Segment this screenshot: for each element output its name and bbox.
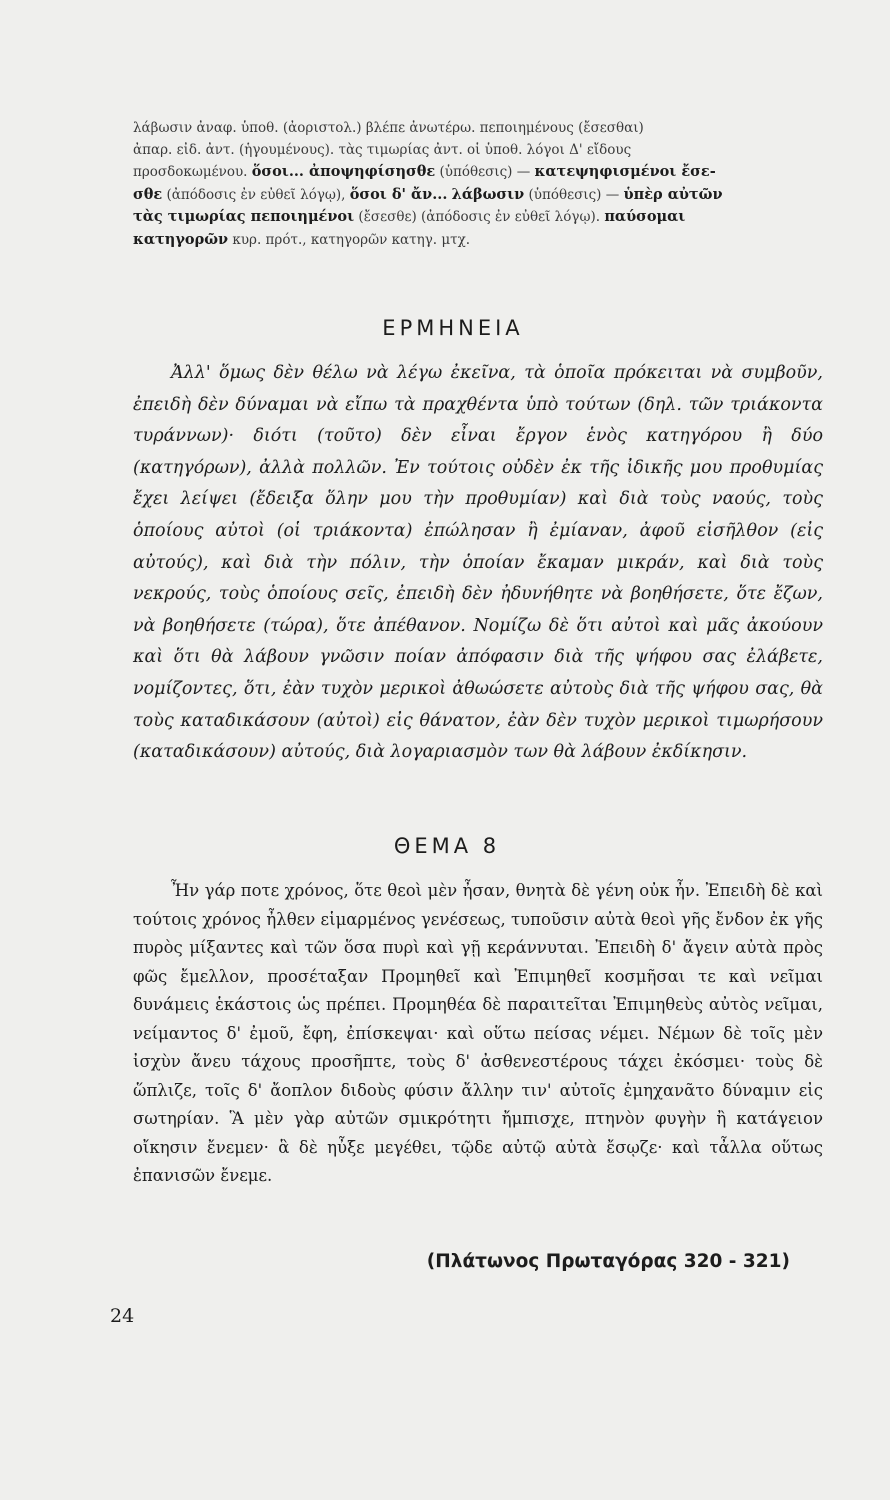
note-text: (ἀπόδοσις ἐν εὐθεῖ λόγῳ),	[166, 186, 346, 203]
note-term: λάβωσιν	[451, 185, 525, 203]
note-term: παύσομαι	[604, 208, 686, 225]
notes-line	[133, 229, 833, 252]
note-text: (ἔσεσθε) (ἀπόδοσις ἐν εὐθεῖ λόγῳ).	[358, 209, 601, 225]
source-citation: (Πλάτωνος Πρωταγόρας 320 - 321)	[426, 1251, 790, 1272]
note-term: σθε	[133, 185, 163, 203]
note-term: κατηγορῶν	[133, 230, 229, 248]
note-term: τὰς τιμωρίας πεποιημένοι	[133, 208, 355, 225]
section-heading-interpretation: ΕΡΜΗΝΕΙΑ	[382, 316, 524, 340]
note-term: κατεψηφισμένοι ἔσε-	[534, 163, 716, 180]
notes-line	[133, 140, 833, 162]
passage-paragraph: Ἦν γάρ ποτε χρόνος, ὅτε θεοὶ μὲν ἦσαν, θνητὰ δὲ γένη οὐκ ἦν. Ἐπειδὴ δὲ καὶ τούτοις χρόνος ἦλθεν εἱμαρμένος γενέσεως, τυποῦσιν αὐτὰ θεοὶ γῆς ἔνδον ἐκ γῆς πυρὸς μίξαντες καὶ τῶν ὅσα πυρὶ καὶ γῇ κεράννυται. Ἐπειδὴ δ' ἄγειν αὐτὰ πρὸς φῶς ἔμελλον, προσέταξαν Προμηθεῖ καὶ Ἐπιμηθεῖ κοσμῆσαι τε καὶ νεῖμαι δυνάμεις ἑκάστοις ὡς πρέπει. Προμηθέα δὲ παραιτεῖται Ἐπιμηθεὺς αὐτὸς νεῖμαι, νείμαντος δ' ἐμοῦ, ἔφη, ἐπίσκεψαι· καὶ οὕτω πείσας νέμει. Νέμων δὲ τοῖς μὲν ἰσχὺν ἄνευ τάχους προσῆπτε, τοὺς δ' ἀσθενεστέρους τάχει ἐκόσμει· τοὺς δὲ ὥπλιζε, τοῖς δ' ἄοπλον διδοὺς φύσιν ἄλλην τιν' αὐτοῖς ἐμηχανᾶτο δύναμιν εἰς σωτηρίαν. Ἃ μὲν γὰρ αὐτῶν σμικρότητι ἤμπισχε, πτηνὸν φυγὴν ἢ κατάγειον οἴκησιν ἔνεμεν· ἃ δὲ ηὖξε μεγέθει, τῷδε αὐτῷ αὐτὰ ἔσῳζε· καὶ τἆλλα οὕτως ἐπανισῶν ἔνεμε.	[133, 881, 823, 1185]
note-text: προσδοκωμένου.	[133, 164, 248, 180]
note-text: (ὑπόθεσις) —	[439, 164, 531, 180]
note-term: ὅσοι δ' ἄν...	[349, 185, 448, 203]
page-number: 24	[110, 1305, 135, 1327]
section-heading-theme: ΘΕΜΑ 8	[393, 834, 501, 858]
note-term: ὑπὲρ αὐτῶν	[623, 185, 723, 203]
grammar-notes	[133, 118, 833, 251]
translation-text	[133, 358, 823, 769]
notes-line	[133, 184, 833, 207]
translation-paragraph: Ἀλλ' ὅμως δὲν θέλω νὰ λέγω ἐκεῖνα, τὰ ὁποῖα πρόκειται νὰ συμβοῦν, ἐπειδὴ δὲν δύναμαι νὰ εἴπω τὰ πραχθέντα ὑπὸ τούτων (δηλ. τῶν τριάκοντα τυράννων)· διότι (τοῦτο) δὲν εἶναι ἔργον ἑνὸς κατηγόρου ἢ δύο (κατηγόρων), ἀλλὰ πολλῶν. Ἐν τούτοις οὐδὲν ἐκ τῆς ἰδικῆς μου προθυμίας ἔχει λείψει (ἔδειξα ὅλην μου τὴν προθυμίαν) καὶ διὰ τοὺς ναούς, τοὺς ὁποίους αὐτοὶ (οἱ τριάκοντα) ἐπώλησαν ἢ ἐμίαναν, ἀφοῦ εἰσῆλθον (εἰς αὐτούς), καὶ διὰ τὴν πόλιν, τὴν ὁποίαν ἔκαμαν μικράν, καὶ διὰ τοὺς νεκρούς, τοὺς ὁποίους σεῖς, ἐπειδὴ δὲν ἠδυνήθητε νὰ βοηθήσετε, ὅτε ἔζων, νὰ βοηθήσετε (τώρα), ὅτε ἀπέθανον. Νομίζω δὲ ὅτι αὐτοὶ καὶ μᾶς ἀκούουν καὶ ὅτι θὰ λάβουν γνῶσιν ποίαν ἀπόφασιν διὰ τῆς ψήφου σας ἐλάβετε, νομίζοντες, ὅτι, ἐὰν τυχὸν μερικοὶ ἀθωώσετε αὐτοὺς διὰ τῆς ψήφου σας, θὰ τοὺς καταδικάσουν (αὐτοὶ) εἰς θάνατον, ἐὰν δὲν τυχὸν μερικοὶ τιμωρήσουν (καταδικάσουν) αὐτούς, διὰ λογαριασμὸν των θὰ λάβουν ἐκδίκησιν.	[133, 363, 823, 763]
notes-line	[133, 118, 833, 140]
notes-line	[133, 161, 833, 184]
note-term: ὅσοι... ἀποψηφίσησθε	[251, 163, 436, 180]
note-text: λάβωσιν ἀναφ. ὑποθ. (ἀοριστολ.) βλέπε ἀνωτέρω. πεποιημένους (ἔσεσθαι)	[133, 120, 644, 136]
notes-line	[133, 206, 833, 229]
note-text: (ὑπόθεσις) —	[528, 186, 620, 203]
note-text: ἀπαρ. εἰδ. ἀντ. (ἡγουμένους). τὰς τιμωρίας ἀντ. οἱ ὑποθ. λόγοι Δ' εἴδους	[133, 141, 632, 158]
note-text: κυρ. πρότ., κατηγορῶν κατηγ. μτχ.	[232, 231, 471, 248]
ancient-greek-passage	[133, 877, 823, 1191]
